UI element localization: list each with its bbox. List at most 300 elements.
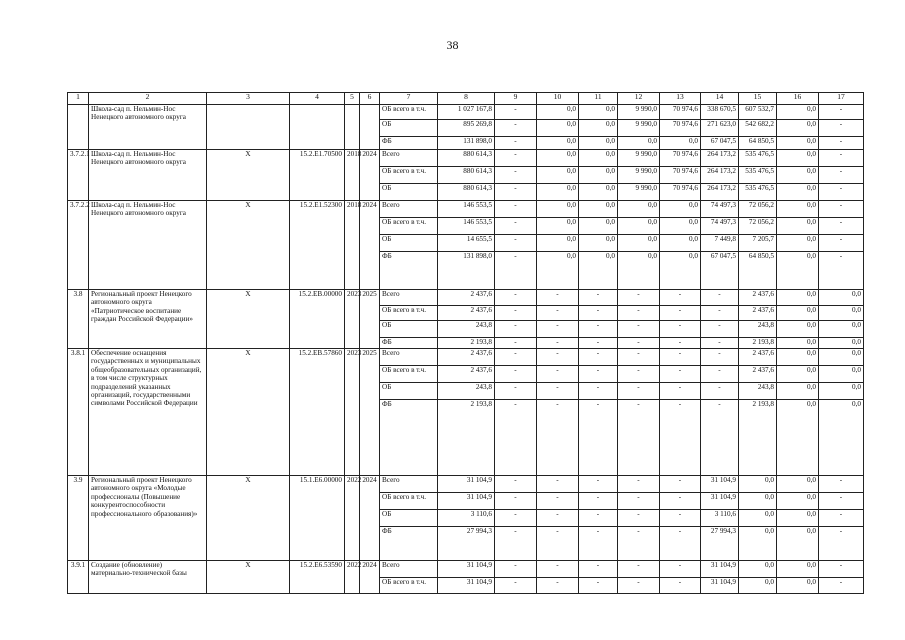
value-cell: - bbox=[660, 338, 701, 349]
header-cell: 5 bbox=[345, 93, 360, 105]
value-cell: - bbox=[660, 527, 701, 561]
value-cell: 70 974,6 bbox=[660, 184, 701, 201]
value-cell: - bbox=[618, 561, 660, 578]
funding-source: Всего bbox=[380, 349, 438, 366]
value-cell: - bbox=[618, 306, 660, 321]
value-cell: 74 497,3 bbox=[701, 201, 739, 218]
item-end-year bbox=[360, 105, 380, 150]
item-code: 15.2.Е1.52300 bbox=[290, 201, 345, 290]
value-cell: 243,8 bbox=[739, 383, 777, 400]
item-col3: Х bbox=[207, 290, 290, 349]
value-cell: - bbox=[579, 290, 618, 306]
value-cell: 0,0 bbox=[739, 510, 777, 527]
value-cell: 0,0 bbox=[777, 527, 819, 561]
value-cell: 0,0 bbox=[660, 218, 701, 235]
funding-source: ОБ bbox=[380, 120, 438, 137]
value-cell: 0,0 bbox=[777, 476, 819, 493]
value-cell: 7 449,8 bbox=[701, 235, 739, 252]
value-cell: - bbox=[660, 510, 701, 527]
item-end-year: 2024 bbox=[360, 476, 380, 561]
funding-source: ОБ всего в т.ч. bbox=[380, 218, 438, 235]
value-cell: 70 974,6 bbox=[660, 105, 701, 120]
header-cell: 17 bbox=[819, 93, 864, 105]
value-cell: 264 173,2 bbox=[701, 167, 739, 184]
value-cell: - bbox=[660, 349, 701, 366]
value-cell: 0,0 bbox=[618, 252, 660, 290]
header-cell: 13 bbox=[660, 93, 701, 105]
value-cell: - bbox=[537, 321, 579, 338]
value-cell: 0,0 bbox=[819, 290, 864, 306]
value-cell: 0,0 bbox=[819, 383, 864, 400]
item-col3: Х bbox=[207, 349, 290, 476]
value-cell: - bbox=[660, 383, 701, 400]
item-start-year: 2023 bbox=[345, 290, 360, 349]
value-cell: 2 437,6 bbox=[739, 306, 777, 321]
value-cell: - bbox=[819, 527, 864, 561]
funding-source: ФБ bbox=[380, 252, 438, 290]
value-cell: - bbox=[618, 510, 660, 527]
value-cell: - bbox=[618, 400, 660, 476]
item-number: 3.9.1 bbox=[68, 561, 89, 594]
item-name: Создание (обновление) материально-технической базы bbox=[89, 561, 207, 594]
value-cell: 2 437,6 bbox=[438, 290, 495, 306]
item-name: Региональный проект Ненецкого автономного округа «Патриотическое воспитание граждан Российской Федерации» bbox=[89, 290, 207, 349]
value-cell: 0,0 bbox=[777, 137, 819, 150]
value-cell: 27 994,3 bbox=[438, 527, 495, 561]
value-cell: 2 437,6 bbox=[438, 306, 495, 321]
table-row bbox=[68, 150, 864, 167]
value-cell: 0,0 bbox=[579, 105, 618, 120]
item-end-year: 2024 bbox=[360, 561, 380, 594]
value-cell: 0,0 bbox=[777, 167, 819, 184]
value-cell: - bbox=[660, 321, 701, 338]
value-cell: - bbox=[537, 306, 579, 321]
value-cell: - bbox=[660, 561, 701, 578]
value-cell: - bbox=[495, 235, 537, 252]
value-cell: - bbox=[701, 400, 739, 476]
funding-source: Всего bbox=[380, 476, 438, 493]
value-cell: 0,0 bbox=[777, 306, 819, 321]
value-cell: - bbox=[660, 400, 701, 476]
value-cell: - bbox=[537, 383, 579, 400]
value-cell: 0,0 bbox=[739, 527, 777, 561]
value-cell: - bbox=[819, 167, 864, 184]
value-cell: 0,0 bbox=[739, 476, 777, 493]
value-cell: 535 476,5 bbox=[739, 150, 777, 167]
header-cell: 8 bbox=[438, 93, 495, 105]
value-cell: 0,0 bbox=[819, 306, 864, 321]
item-code: 15.1.Е6.00000 bbox=[290, 476, 345, 561]
value-cell: - bbox=[579, 366, 618, 383]
value-cell: - bbox=[495, 321, 537, 338]
value-cell: - bbox=[579, 306, 618, 321]
value-cell: - bbox=[537, 366, 579, 383]
value-cell: 3 110,6 bbox=[701, 510, 739, 527]
item-start-year: 2022 bbox=[345, 476, 360, 561]
value-cell: 0,0 bbox=[777, 338, 819, 349]
value-cell: - bbox=[495, 306, 537, 321]
item-name: Региональный проект Ненецкого автономного округа «Молодые профессионалы (Повышение конкурентоспособности профессионального образования)» bbox=[89, 476, 207, 561]
value-cell: 31 104,9 bbox=[438, 578, 495, 594]
item-code: 15.2.Е1.70500 bbox=[290, 150, 345, 201]
value-cell: 31 104,9 bbox=[701, 476, 739, 493]
value-cell: 0,0 bbox=[777, 201, 819, 218]
value-cell: - bbox=[660, 306, 701, 321]
value-cell: 2 437,6 bbox=[739, 366, 777, 383]
header-cell: 7 bbox=[380, 93, 438, 105]
value-cell: - bbox=[495, 252, 537, 290]
value-cell: 0,0 bbox=[777, 493, 819, 510]
item-end-year: 2025 bbox=[360, 290, 380, 349]
value-cell: 0,0 bbox=[537, 201, 579, 218]
value-cell: 535 476,5 bbox=[739, 184, 777, 201]
value-cell: 0,0 bbox=[660, 252, 701, 290]
value-cell: 0,0 bbox=[777, 321, 819, 338]
item-col3: Х bbox=[207, 561, 290, 594]
value-cell: - bbox=[495, 338, 537, 349]
funding-source: Всего bbox=[380, 201, 438, 218]
value-cell: - bbox=[579, 321, 618, 338]
value-cell: - bbox=[537, 578, 579, 594]
value-cell: - bbox=[701, 321, 739, 338]
budget-table bbox=[67, 92, 864, 594]
value-cell: 0,0 bbox=[579, 218, 618, 235]
value-cell: - bbox=[537, 349, 579, 366]
value-cell: - bbox=[701, 349, 739, 366]
item-name: Школа-сад п. Нельмин-Нос Ненецкого автономного округа bbox=[89, 150, 207, 201]
value-cell: 880 614,3 bbox=[438, 150, 495, 167]
item-name: Школа-сад п. Нельмин-Нос Ненецкого автономного округа bbox=[89, 105, 207, 150]
funding-source: ОБ bbox=[380, 235, 438, 252]
funding-source: ФБ bbox=[380, 338, 438, 349]
item-col3 bbox=[207, 105, 290, 150]
value-cell: - bbox=[618, 527, 660, 561]
item-start-year bbox=[345, 105, 360, 150]
header-cell: 4 bbox=[290, 93, 345, 105]
value-cell: 243,8 bbox=[438, 321, 495, 338]
header-cell: 14 bbox=[701, 93, 739, 105]
value-cell: - bbox=[495, 184, 537, 201]
value-cell: - bbox=[537, 510, 579, 527]
header-cell: 9 bbox=[495, 93, 537, 105]
item-name: Школа-сад п. Нельмин-Нос Ненецкого автономного округа bbox=[89, 201, 207, 290]
value-cell: 2 437,6 bbox=[438, 349, 495, 366]
funding-source: ОБ всего в т.ч. bbox=[380, 366, 438, 383]
header-cell: 10 bbox=[537, 93, 579, 105]
value-cell: 0,0 bbox=[537, 252, 579, 290]
funding-source: ОБ всего в т.ч. bbox=[380, 306, 438, 321]
value-cell: 0,0 bbox=[537, 235, 579, 252]
header-cell: 1 bbox=[68, 93, 89, 105]
value-cell: 67 047,5 bbox=[701, 252, 739, 290]
funding-source: ФБ bbox=[380, 527, 438, 561]
table-row bbox=[68, 349, 864, 366]
value-cell: - bbox=[618, 578, 660, 594]
value-cell: - bbox=[495, 527, 537, 561]
value-cell: - bbox=[660, 476, 701, 493]
value-cell: - bbox=[618, 349, 660, 366]
value-cell: 31 104,9 bbox=[438, 561, 495, 578]
value-cell: - bbox=[495, 218, 537, 235]
item-code bbox=[290, 105, 345, 150]
value-cell: - bbox=[819, 137, 864, 150]
value-cell: 0,0 bbox=[777, 120, 819, 137]
item-start-year: 2022 bbox=[345, 561, 360, 594]
header-cell: 12 bbox=[618, 93, 660, 105]
item-code: 15.2.ЕВ.57860 bbox=[290, 349, 345, 476]
value-cell: 0,0 bbox=[579, 137, 618, 150]
value-cell: 70 974,6 bbox=[660, 120, 701, 137]
value-cell: 0,0 bbox=[819, 321, 864, 338]
value-cell: 0,0 bbox=[777, 383, 819, 400]
value-cell: 0,0 bbox=[537, 105, 579, 120]
value-cell: - bbox=[819, 105, 864, 120]
value-cell: - bbox=[819, 493, 864, 510]
value-cell: 74 497,3 bbox=[701, 218, 739, 235]
funding-source: ОБ bbox=[380, 184, 438, 201]
header-cell: 2 bbox=[89, 93, 207, 105]
value-cell: 0,0 bbox=[777, 578, 819, 594]
value-cell: - bbox=[701, 383, 739, 400]
funding-source: ОБ bbox=[380, 383, 438, 400]
value-cell: - bbox=[819, 252, 864, 290]
value-cell: 0,0 bbox=[579, 252, 618, 290]
value-cell: - bbox=[579, 578, 618, 594]
value-cell: - bbox=[819, 150, 864, 167]
value-cell: - bbox=[819, 218, 864, 235]
value-cell: 0,0 bbox=[660, 137, 701, 150]
value-cell: 31 104,9 bbox=[701, 561, 739, 578]
funding-source: ОБ bbox=[380, 321, 438, 338]
value-cell: - bbox=[618, 383, 660, 400]
value-cell: - bbox=[618, 338, 660, 349]
item-col3: Х bbox=[207, 150, 290, 201]
value-cell: - bbox=[579, 349, 618, 366]
value-cell: 31 104,9 bbox=[438, 476, 495, 493]
value-cell: 146 553,5 bbox=[438, 218, 495, 235]
value-cell: - bbox=[495, 150, 537, 167]
value-cell: 2 437,6 bbox=[438, 366, 495, 383]
value-cell: - bbox=[660, 366, 701, 383]
value-cell: 31 104,9 bbox=[701, 578, 739, 594]
value-cell: - bbox=[495, 578, 537, 594]
value-cell: - bbox=[660, 578, 701, 594]
item-end-year: 2025 bbox=[360, 349, 380, 476]
value-cell: - bbox=[618, 366, 660, 383]
value-cell: - bbox=[819, 120, 864, 137]
value-cell: - bbox=[819, 184, 864, 201]
value-cell: 607 532,7 bbox=[739, 105, 777, 120]
value-cell: - bbox=[495, 510, 537, 527]
value-cell: 0,0 bbox=[579, 120, 618, 137]
value-cell: - bbox=[495, 137, 537, 150]
value-cell: 64 850,5 bbox=[739, 137, 777, 150]
item-start-year: 2018 bbox=[345, 201, 360, 290]
value-cell: 880 614,3 bbox=[438, 167, 495, 184]
item-number bbox=[68, 105, 89, 150]
funding-source: ОБ всего в т.ч. bbox=[380, 493, 438, 510]
value-cell: 0,0 bbox=[579, 235, 618, 252]
item-number: 3.7.2.2 bbox=[68, 201, 89, 290]
value-cell: 338 670,5 bbox=[701, 105, 739, 120]
value-cell: - bbox=[579, 493, 618, 510]
value-cell: 0,0 bbox=[819, 400, 864, 476]
value-cell: - bbox=[618, 493, 660, 510]
value-cell: - bbox=[579, 400, 618, 476]
value-cell: - bbox=[579, 338, 618, 349]
value-cell: 0,0 bbox=[618, 218, 660, 235]
value-cell: - bbox=[579, 476, 618, 493]
value-cell: - bbox=[819, 201, 864, 218]
value-cell: 14 655,5 bbox=[438, 235, 495, 252]
value-cell: 31 104,9 bbox=[438, 493, 495, 510]
value-cell: 70 974,6 bbox=[660, 150, 701, 167]
table-row bbox=[68, 105, 864, 120]
header-cell: 15 bbox=[739, 93, 777, 105]
value-cell: 0,0 bbox=[660, 235, 701, 252]
value-cell: 2 193,8 bbox=[739, 338, 777, 349]
value-cell: 880 614,3 bbox=[438, 184, 495, 201]
item-start-year: 2023 bbox=[345, 349, 360, 476]
page-number: 38 bbox=[446, 38, 459, 52]
value-cell: 31 104,9 bbox=[701, 493, 739, 510]
value-cell: 0,0 bbox=[739, 493, 777, 510]
value-cell: - bbox=[495, 105, 537, 120]
value-cell: 0,0 bbox=[777, 290, 819, 306]
value-cell: - bbox=[537, 561, 579, 578]
value-cell: - bbox=[537, 290, 579, 306]
value-cell: - bbox=[495, 167, 537, 184]
value-cell: - bbox=[660, 493, 701, 510]
value-cell: - bbox=[495, 366, 537, 383]
funding-source: ОБ bbox=[380, 510, 438, 527]
value-cell: 2 437,6 bbox=[739, 349, 777, 366]
value-cell: 0,0 bbox=[777, 561, 819, 578]
value-cell: 0,0 bbox=[777, 349, 819, 366]
item-number: 3.7.2.1 bbox=[68, 150, 89, 201]
value-cell: 9 990,0 bbox=[618, 120, 660, 137]
value-cell: 9 990,0 bbox=[618, 150, 660, 167]
item-number: 3.8 bbox=[68, 290, 89, 349]
value-cell: 131 898,0 bbox=[438, 137, 495, 150]
value-cell: - bbox=[537, 493, 579, 510]
value-cell: 0,0 bbox=[660, 201, 701, 218]
item-number: 3.9 bbox=[68, 476, 89, 561]
item-col3: Х bbox=[207, 201, 290, 290]
value-cell: - bbox=[618, 476, 660, 493]
value-cell: - bbox=[819, 476, 864, 493]
item-code: 15.2.ЕВ.00000 bbox=[290, 290, 345, 349]
value-cell: 3 110,6 bbox=[438, 510, 495, 527]
value-cell: 0,0 bbox=[579, 201, 618, 218]
value-cell: 0,0 bbox=[777, 252, 819, 290]
funding-source: Всего bbox=[380, 561, 438, 578]
value-cell: 0,0 bbox=[777, 218, 819, 235]
value-cell: - bbox=[579, 383, 618, 400]
value-cell: 2 193,8 bbox=[438, 400, 495, 476]
value-cell: - bbox=[495, 493, 537, 510]
item-end-year: 2024 bbox=[360, 201, 380, 290]
value-cell: 0,0 bbox=[819, 349, 864, 366]
value-cell: - bbox=[701, 306, 739, 321]
funding-source: ФБ bbox=[380, 137, 438, 150]
value-cell: - bbox=[537, 527, 579, 561]
value-cell: 0,0 bbox=[618, 201, 660, 218]
value-cell: 9 990,0 bbox=[618, 184, 660, 201]
table-row bbox=[68, 290, 864, 306]
value-cell: - bbox=[537, 338, 579, 349]
value-cell: 72 056,2 bbox=[739, 201, 777, 218]
value-cell: - bbox=[579, 527, 618, 561]
value-cell: - bbox=[579, 510, 618, 527]
table-row bbox=[68, 476, 864, 493]
value-cell: 271 623,0 bbox=[701, 120, 739, 137]
funding-source: ОБ всего в т.ч. bbox=[380, 578, 438, 594]
value-cell: 7 205,7 bbox=[739, 235, 777, 252]
value-cell: - bbox=[537, 400, 579, 476]
value-cell: - bbox=[495, 561, 537, 578]
value-cell: 264 173,2 bbox=[701, 184, 739, 201]
value-cell: 9 990,0 bbox=[618, 105, 660, 120]
table-row bbox=[68, 201, 864, 218]
item-col3: Х bbox=[207, 476, 290, 561]
value-cell: - bbox=[495, 120, 537, 137]
value-cell: 2 437,6 bbox=[739, 290, 777, 306]
header-cell: 11 bbox=[579, 93, 618, 105]
value-cell: - bbox=[495, 400, 537, 476]
value-cell: - bbox=[618, 321, 660, 338]
value-cell: 0,0 bbox=[739, 561, 777, 578]
value-cell: 0,0 bbox=[537, 218, 579, 235]
funding-source: ФБ bbox=[380, 400, 438, 476]
value-cell: 0,0 bbox=[579, 167, 618, 184]
value-cell: 0,0 bbox=[739, 578, 777, 594]
item-number: 3.8.1 bbox=[68, 349, 89, 476]
table-row bbox=[68, 561, 864, 578]
value-cell: 0,0 bbox=[537, 137, 579, 150]
value-cell: 0,0 bbox=[777, 510, 819, 527]
value-cell: 0,0 bbox=[537, 120, 579, 137]
value-cell: 0,0 bbox=[819, 366, 864, 383]
value-cell: - bbox=[819, 578, 864, 594]
value-cell: 0,0 bbox=[537, 150, 579, 167]
value-cell: - bbox=[618, 290, 660, 306]
value-cell: 895 269,8 bbox=[438, 120, 495, 137]
value-cell: 27 994,3 bbox=[701, 527, 739, 561]
value-cell: 0,0 bbox=[618, 235, 660, 252]
value-cell: 72 056,2 bbox=[739, 218, 777, 235]
header-row bbox=[68, 93, 864, 105]
item-code: 15.2.Е6.53590 bbox=[290, 561, 345, 594]
value-cell: 146 553,5 bbox=[438, 201, 495, 218]
value-cell: 70 974,6 bbox=[660, 167, 701, 184]
funding-source: ОБ всего в т.ч. bbox=[380, 167, 438, 184]
value-cell: 0,0 bbox=[537, 184, 579, 201]
value-cell: 542 682,2 bbox=[739, 120, 777, 137]
value-cell: - bbox=[819, 235, 864, 252]
value-cell: 0,0 bbox=[537, 167, 579, 184]
item-end-year: 2024 bbox=[360, 150, 380, 201]
value-cell: 243,8 bbox=[438, 383, 495, 400]
value-cell: 1 027 167,8 bbox=[438, 105, 495, 120]
value-cell: 0,0 bbox=[777, 400, 819, 476]
value-cell: 535 476,5 bbox=[739, 167, 777, 184]
value-cell: - bbox=[701, 338, 739, 349]
funding-source: Всего bbox=[380, 150, 438, 167]
header-cell: 3 bbox=[207, 93, 290, 105]
item-name: Обеспечение оснащения государственных и муниципальных общеобразовательных организаций, в том числе структурных подразделений указанных организаций, государственными символами Российской Федерации bbox=[89, 349, 207, 476]
value-cell: 0,0 bbox=[579, 184, 618, 201]
